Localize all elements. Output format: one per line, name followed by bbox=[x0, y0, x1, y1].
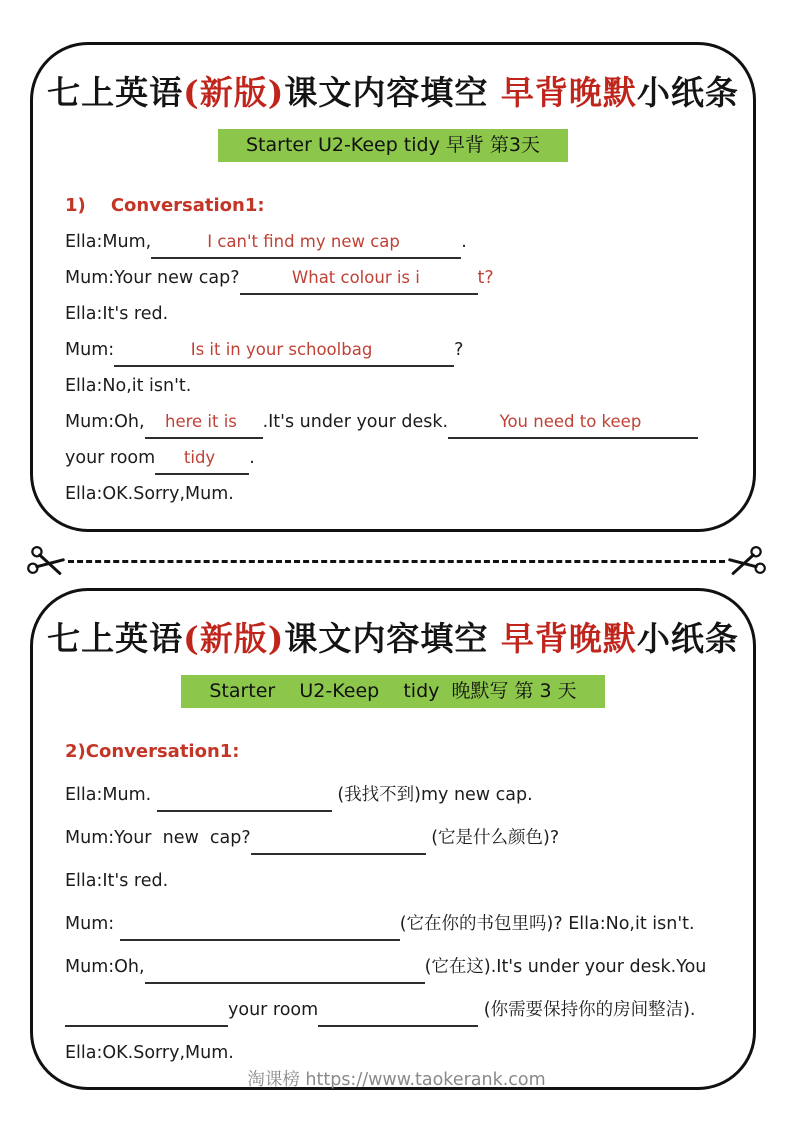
answer-blank bbox=[145, 407, 263, 439]
speaker-text: Ella:Mum, bbox=[65, 232, 152, 252]
dialogue-line bbox=[65, 909, 729, 952]
answer-blank bbox=[251, 823, 426, 855]
dialogue-line bbox=[65, 407, 729, 443]
line-text: . bbox=[461, 232, 467, 252]
line-text: (它是什么颜色)? bbox=[425, 828, 560, 848]
line-text: your room bbox=[65, 448, 156, 468]
title-segment-recite: 早背晚默 bbox=[488, 73, 637, 112]
line-text: (它在你的书包里吗)? Ella:No,it isn't. bbox=[399, 914, 695, 934]
title-segment: 课文内容填空 bbox=[284, 73, 489, 112]
dialogue-line bbox=[65, 263, 729, 299]
dialogue-line bbox=[65, 866, 729, 909]
answer-blank bbox=[318, 995, 478, 1027]
dialogue-line bbox=[65, 371, 729, 407]
title-segment: 七上英语 bbox=[47, 73, 184, 112]
scissors-icon bbox=[25, 543, 70, 583]
speaker-text: Mum:Oh, bbox=[65, 412, 145, 432]
unit-banner: Starter U2-Keep tidy 早背 第3天 bbox=[218, 129, 568, 162]
title-segment: 七上英语 bbox=[47, 619, 184, 658]
watermark-footer: 淘课榜 https://www.taokerank.com bbox=[247, 1070, 546, 1090]
cut-separator bbox=[0, 544, 793, 582]
answer-text: tidy bbox=[183, 448, 216, 467]
dialogue-line bbox=[65, 952, 729, 995]
line-text: Ella:It's red. bbox=[65, 871, 169, 891]
answer-blank bbox=[155, 443, 249, 475]
speaker-text: Mum: bbox=[65, 340, 115, 360]
conversation-heading: 1) Conversation1: bbox=[65, 195, 265, 216]
answer-blank bbox=[157, 780, 332, 812]
title-segment: 课文内容填空 bbox=[284, 619, 489, 658]
answer-blank bbox=[114, 335, 454, 367]
speaker-text: Mum:Your new cap? bbox=[65, 828, 251, 848]
dialogue-line bbox=[65, 995, 729, 1038]
title-segment: 小纸条 bbox=[636, 73, 739, 112]
dialogue-line bbox=[65, 780, 729, 823]
title-segment-new-edition: (新版) bbox=[183, 73, 285, 112]
worksheet-card-evening bbox=[30, 588, 756, 1090]
conversation-heading: 2)Conversation1: bbox=[65, 741, 240, 762]
conversation-block bbox=[65, 737, 729, 1081]
title-segment: 小纸条 bbox=[636, 619, 739, 658]
dialogue-line bbox=[65, 823, 729, 866]
unit-banner: Starter U2-Keep tidy 晚默写 第 3 天 bbox=[181, 675, 604, 708]
line-text: Ella:It's red. bbox=[65, 304, 169, 324]
line-text: .It's under your desk. bbox=[262, 412, 449, 432]
worksheet-card-morning bbox=[30, 42, 756, 532]
answer-blank bbox=[145, 952, 425, 984]
speaker-text: Mum:Your new cap? bbox=[65, 268, 240, 288]
answer-text: What colour is i bbox=[291, 268, 420, 287]
line-text: (它在这).It's under your desk.You bbox=[424, 957, 707, 977]
conversation-block bbox=[65, 191, 729, 515]
answer-text: You need to keep bbox=[499, 412, 642, 431]
line-text: ? bbox=[454, 340, 464, 360]
answer-text: I can't find my new cap bbox=[207, 232, 400, 251]
answer-tail-text: t? bbox=[477, 268, 494, 288]
dialogue-line bbox=[65, 443, 729, 479]
line-text: . bbox=[249, 448, 255, 468]
line-text: Ella:OK.Sorry,Mum. bbox=[65, 1043, 234, 1063]
dialogue-line bbox=[65, 227, 729, 263]
answer-blank bbox=[151, 227, 461, 259]
answer-text: here it is bbox=[164, 412, 237, 431]
speaker-text: Mum:Oh, bbox=[65, 957, 145, 977]
title-segment-recite: 早背晚默 bbox=[488, 619, 637, 658]
line-text: (我找不到)my new cap. bbox=[331, 785, 533, 805]
line-text: (你需要保持你的房间整洁). bbox=[478, 1000, 696, 1020]
page-title bbox=[33, 71, 753, 115]
dialogue-line bbox=[65, 479, 729, 515]
answer-blank bbox=[240, 263, 478, 295]
dialogue-line bbox=[65, 335, 729, 371]
dialogue-line bbox=[65, 299, 729, 335]
answer-blank bbox=[65, 995, 228, 1027]
title-segment-new-edition: (新版) bbox=[183, 619, 285, 658]
line-text: your room bbox=[228, 1000, 319, 1020]
answer-blank bbox=[120, 909, 400, 941]
answer-blank bbox=[448, 407, 698, 439]
scissors-icon bbox=[724, 543, 769, 583]
speaker-text: Mum: bbox=[65, 914, 120, 934]
speaker-text: Ella:Mum. bbox=[65, 785, 157, 805]
dashed-cut-line bbox=[68, 560, 725, 563]
answer-text: Is it in your schoolbag bbox=[190, 340, 373, 359]
line-text: Ella:OK.Sorry,Mum. bbox=[65, 484, 234, 504]
page-title bbox=[33, 617, 753, 661]
line-text: Ella:No,it isn't. bbox=[65, 376, 192, 396]
